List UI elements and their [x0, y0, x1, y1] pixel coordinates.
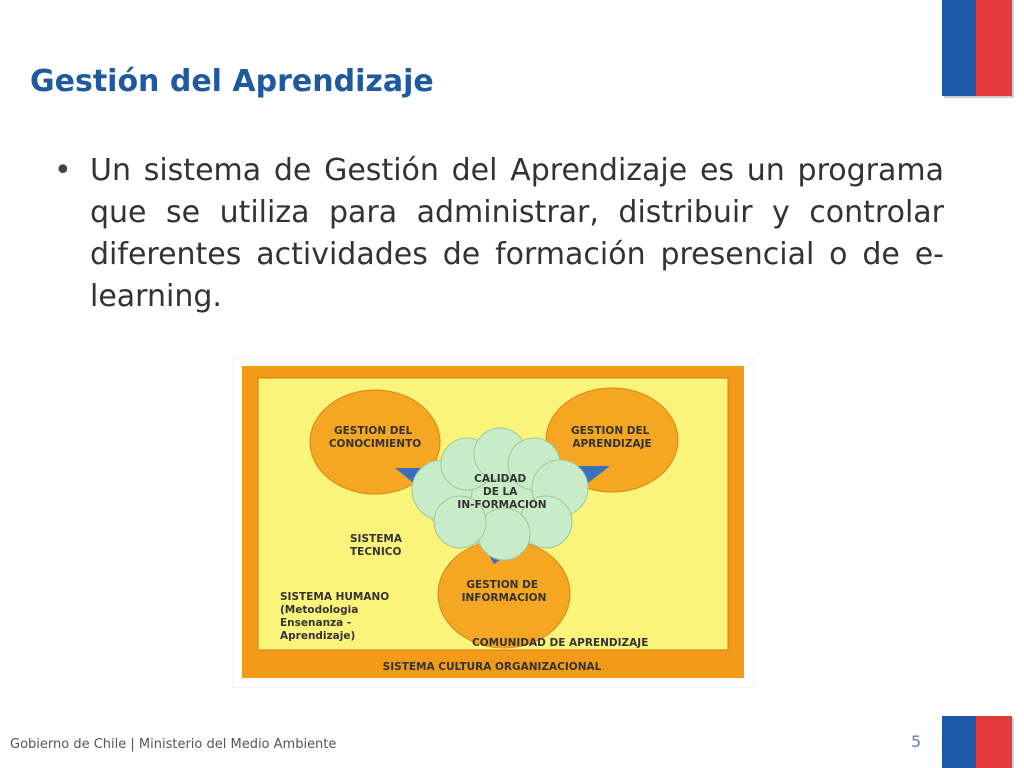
page-number: 5 — [911, 732, 922, 751]
footer-text: Gobierno de Chile | Ministerio del Medio Ambiente — [10, 737, 337, 752]
bullet-text: Un sistema de Gestión del Aprendizaje es un programa que se utiliza para administrar, distribuir y controlar diferentes actividades de formación presencial o de e-learning. — [90, 153, 944, 314]
flag-logo-top — [940, 0, 1016, 100]
label-comunidad: COMUNIDAD DE APRENDIZAJE — [472, 637, 649, 649]
bullet-item — [54, 150, 944, 318]
page-title: Gestión del Aprendizaje — [30, 64, 434, 99]
flag-logo-bottom — [940, 714, 1016, 768]
bullet-marker: • — [54, 153, 72, 188]
label-gestion-aprendizaje: GESTION DEL APRENDIZAJE — [570, 425, 652, 450]
label-gestion-conocimiento: GESTION DEL CONOCIMIENTO — [328, 425, 422, 450]
label-gestion-informacion: GESTION DE INFORMACION — [461, 579, 547, 604]
label-calidad: CALIDAD DE LA IN-FORMACION — [457, 473, 547, 511]
label-sistema-humano: SISTEMA HUMANO (Metodologia Ensenanza - Aprendizaje) — [280, 591, 390, 642]
label-cultura: SISTEMA CULTURA ORGANIZACIONAL — [382, 661, 602, 673]
label-sistema-tecnico: SISTEMA TECNICO — [350, 533, 402, 558]
learning-management-diagram — [232, 358, 754, 688]
